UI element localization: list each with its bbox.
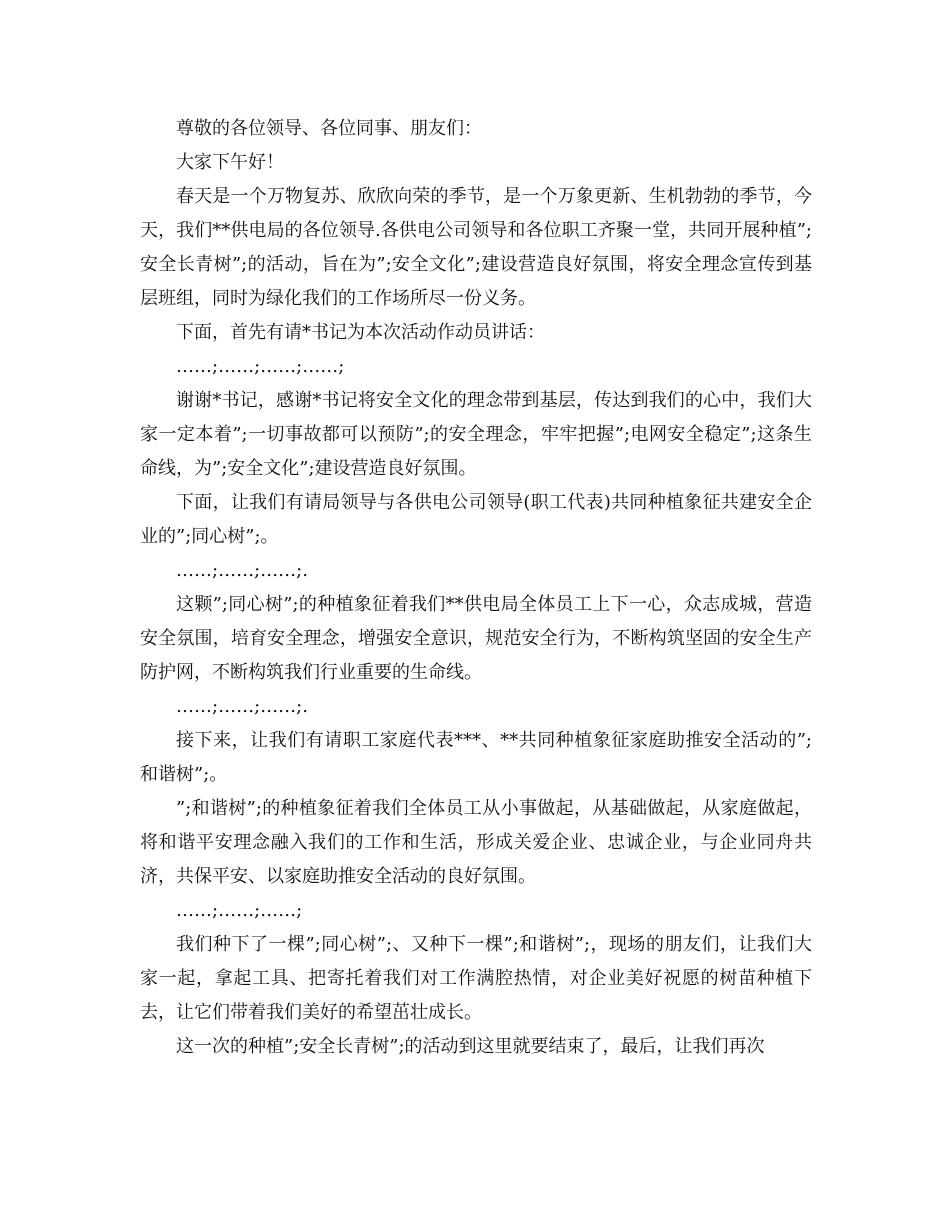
body-paragraph: 这一次的种植”;安全长青树”;的活动到这里就要结束了，最后，让我们再次 bbox=[176, 1036, 765, 1057]
ellipsis-line: ……;……;……;……; bbox=[176, 356, 345, 377]
body-paragraph: 下面，首先有请*书记为本次活动作动员讲话： bbox=[176, 322, 545, 343]
body-paragraph: 这颗”;同心树”;的种植象征着我们**供电局全体员工上下一心，众志成城，营造安全氛围，培育安全理念，增强安全意识，规范安全行为，不断构筑坚固的安全生产防护网，不断构筑我们行业重要的生命线。 bbox=[140, 594, 812, 683]
body-paragraph: 我们种下了一棵”;同心树”;、又种下一棵”;和谐树”;，现场的朋友们，让我们大家一起，拿起工具、把寄托着我们对工作满腔热情，对企业美好祝愿的树苗种植下去，让它们带着我们美好的希望茁壮成长。 bbox=[140, 934, 812, 1023]
salutation-paragraph: 大家下午好！ bbox=[176, 152, 284, 173]
greeting-paragraph: 尊敬的各位领导、各位同事、朋友们： bbox=[176, 118, 482, 139]
body-paragraph: 接下来，让我们有请职工家庭代表***、**共同种植象征家庭助推安全活动的”;和谐树”;。 bbox=[140, 730, 812, 785]
body-paragraph: ”;和谐树”;的种植象征着我们全体员工从小事做起，从基础做起，从家庭做起，将和谐平安理念融入我们的工作和生活，形成关爱企业、忠诚企业，与企业同舟共济，共保平安、以家庭助推安全活动的良好氛围。 bbox=[140, 798, 812, 887]
body-paragraph: 下面，让我们有请局领导与各供电公司领导(职工代表)共同种植象征共建安全企业的”;同心树”;。 bbox=[140, 492, 812, 547]
document-body bbox=[140, 112, 812, 1064]
body-paragraph: 谢谢*书记，感谢*书记将安全文化的理念带到基层，传达到我们的心中，我们大家一定本着”;一切事故都可以预防”;的安全理念，牢牢把握”;电网安全稳定”;这条生命线，为”;安全文化”;建设营造良好氛围。 bbox=[140, 390, 812, 479]
ellipsis-line: ……;……;……;. bbox=[176, 696, 308, 717]
ellipsis-line: ……;……;……; bbox=[176, 900, 303, 921]
ellipsis-line: ……;……;……;. bbox=[176, 560, 308, 581]
body-paragraph: 春天是一个万物复苏、欣欣向荣的季节，是一个万象更新、生机勃勃的季节，今天，我们**供电局的各位领导.各供电公司领导和各位职工齐聚一堂，共同开展种植”;安全长青树”;的活动，旨在为”;安全文化”;建设营造良好氛围，将安全理念宣传到基层班组，同时为绿化我们的工作场所尽一份义务。 bbox=[140, 186, 812, 309]
